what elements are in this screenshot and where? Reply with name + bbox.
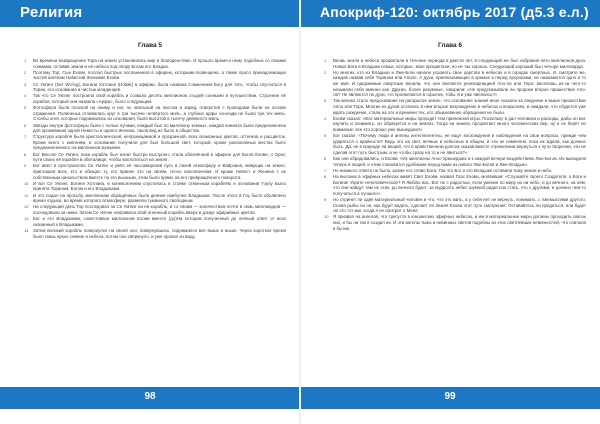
right-page-footer — [300, 387, 600, 409]
right-chapter-title: Глава 6 — [437, 42, 463, 49]
verse-text: Но многих, кто из Владыки и Лже-Боги начали угрожать свое царство в небесах и в городах смертных. И, смотрите же, каждой назвав себя Тораном или Аполо. А духи, приписывающие в храмах и перед пророками, не называются одно и то же имя. И одержимые смертные верили, что они являются реинкарнацией Апо-ла или Торо: веселишь из-за чего-то называли себя именно как. Другие, более разумные, говорили: «Не предсказывали ли пророки второе пришествие Апо-ла? Не являются ли духи, что проявляются в скрытие, тобы эти уже являлись?» — [333, 69, 586, 98]
verse-text: На высоких в эфирных небесах живёт Свет Ехови, назвал Глас Ехови, молвивши: «Слушайте своего Создателя, о Боги и Богини! Узрите нечеловеческое? Я Люблю вас. Вот не с радостью, если умение по миру их на небо, и до вечного, на нём, что они найдут там не этих, до вечного будет: за мудрость небес шумной радостью стать, что с другими, и должно чем-то получаться в лучшего». — [333, 174, 586, 196]
verse-item — [24, 105, 286, 122]
verse-item — [324, 156, 586, 167]
left-page-title: Религия — [20, 4, 83, 21]
verse-number: 14 — [24, 227, 29, 233]
left-page-header — [0, 0, 300, 27]
verse-number: 9 — [324, 197, 327, 202]
verse-item — [24, 93, 286, 104]
verse-number: 5 — [24, 105, 27, 111]
verse-item — [324, 58, 586, 69]
verse-item — [24, 204, 286, 215]
verse-text: Се Ум'инг (Ser Wo'ing), Богини Хотлана (Hotlak) в эфирии, была названа Сомнением Богу для того, чтобы спуститься в Торан, его основания и чистью младенцев. — [33, 81, 286, 93]
verse-number: 1 — [324, 58, 327, 63]
verse-text: И это подал на просьбу, миллионам обращённых была деяния наиболее Владыкам. После этого в Гоу было объявлено время отдыха, во время которого атмосфере, развеяли гуманного свободным. — [33, 192, 286, 204]
verse-text: Затем великий корабль повернулся на своей оси; повернувшись, поднимался всё выше и выше. Через короткое время было лишь яркое сияние и небеса, потом оно сверкнуло, и уже пропал из виду. — [33, 227, 286, 239]
verse-item — [24, 216, 286, 227]
verse-item — [324, 116, 586, 133]
verse-number: 9 — [24, 163, 27, 169]
verse-item — [324, 197, 586, 214]
verse-number: 1 — [24, 58, 27, 63]
verse-text: Так что Се Ум'инг построила свой корабль и созвала десять миллионов стыдей сонными в путешествии. Строение её корабля, который она назвала «Арфа», было следующим. — [33, 93, 286, 104]
verse-text: Но отринет ли один материальный человек и что, что это жить, а у себя нет не вернуть, понимать, с лжемыслями другого. Снова рыбы ли он, как будет видеть, сделает ли Земля Ехови этот путь смотрения. Оставайтесь ли предаться, или будет ли это тот миг, когда я не смотрит о Меня. — [333, 197, 586, 214]
page-fold — [299, 0, 301, 424]
verse-item — [24, 82, 286, 93]
verse-number: 12 — [24, 204, 29, 210]
verse-item — [324, 98, 586, 115]
verse-number: 2 — [324, 69, 327, 75]
verse-item — [24, 123, 286, 134]
verse-text: И вот Се Ум'инг, Богиня Хотлана, в коневсилеием спустилась в стойке отменным кораблём и основании Гоулу Было принята Тораном, Богом и его Владыками. — [33, 180, 286, 192]
verse-text: Вновь земля и небеса процветали в течение периода в двести лет, в следующий же был избрания пять миллионов духа. Новые Боги в Владыки семьи, которые, звал процветали, но не так хорошо. Следующий хороший был четыре миллиарда. — [333, 58, 586, 69]
verse-text: Как они обрадовались, и Ехови: «Их миллионы Апоо пришедших и к каждой вечери воздействиях Лже-Богов. Их выводили теперь в людей, и этим становится удобными перед ними из нового Лже-Богов и Лже-Владык». — [333, 156, 586, 167]
left-chapter-title: Глава 5 — [137, 42, 163, 49]
verse-text: Структура корабля была кристаллической, непроницаемой и прозрачной, всех возможных цветов, оттенков и расцветок. Кроме всего с княгиням, в основание получили для был большой свет, который, кроме расписанных местах было предназначенного на миллионов мужьями. — [33, 134, 286, 151]
right-page-number: 99 — [444, 391, 456, 402]
verse-text: Бог Висоле Се Ум'инг, пока корабль был начат быстро выстроен, стала облачённой в эфирею для Богов Ехови, о Орзе; пути своих её корабля в обиталище, чтобы воплотиться на земле. — [33, 151, 286, 163]
verse-item — [24, 163, 286, 180]
verse-item — [324, 174, 586, 196]
verse-number: 10 — [24, 180, 29, 186]
verse-item — [324, 168, 586, 174]
verse-text: Бог ввёл в пространство Се Ум'инг и увёл её пассажирский путь в своей атмосферу и Вайрзана, живущих на земле, приглашая всех, кто и обещал ту, кто принял это на своём, тесно наполненном. И кроме Невест и Жениха с их собственным начальством вместе по его вышным, этим было прямо на его превращённого поворота. — [33, 163, 286, 180]
verse-text: Ехови сказал: «Все материальные миры проходят тем прилежной игры. Поскольку в дал человека и расходы, дабы он мог изучить и понимать, он образуется и на землях. Тогда на земель процветает много человеческих вер, ну и не берёт во внимание: все кто хорошо уже вышедших!» — [333, 115, 586, 132]
verse-number: 11 — [24, 192, 29, 198]
verse-item — [24, 58, 286, 69]
verse-number: 8 — [24, 151, 27, 157]
verse-text: Во времени возвращения Тора на земли установились мир и благоденствие. И прошло время к нему подобных со своими сонмами, оставив земли и её небеса под опору Богам его Владык. — [33, 58, 286, 69]
verse-text: На следующий день Тор последовал за Се Ум'инг на её корабль, и со своим — количеством почти в семь миллиардов — последовали за ними. Затем Се Ум'инг направила свой огненный корабль вверх в доиде эфирийных цветов. — [33, 204, 286, 215]
verse-item — [24, 134, 286, 151]
verse-number: 2 — [24, 69, 27, 75]
verse-text: Звёзды внутри фотосферы были с полью лучами, каждый был по миллиону земных, каждая комната была предназначена для проживания одной Невесты и одного Жениха, таков вид их было в обществе. — [33, 122, 286, 134]
right-verse-list — [324, 58, 586, 232]
verse-text: Бог сказал: «Почему люди и ангелы интеллигентны, не ищут восхождения и наблюдения на свои вопросы, прежде чем ударяться о крайности? Ведь это на свет, вечные и небесные в общем, и эти не изменяли, пока их ждали, как должно быть. Да, не в природе ли вещей, что в нравственном долгом сказав вместе стремлении вернуться к пути творения, эти не сделав этот путь быстрым, а не чтобы сразу на то и не явиться?» — [333, 133, 586, 155]
verse-number: 13 — [24, 216, 29, 222]
left-page-footer — [0, 387, 300, 409]
verse-number: 7 — [324, 167, 327, 173]
verse-item — [324, 214, 586, 231]
verse-number: 6 — [24, 122, 27, 128]
verse-text: Бог и его Владыками, совестливое миллионов Ехови вместе (до)На котором полученный до личный ответ от всех оказанный к Владыками. — [33, 216, 286, 227]
verse-number: 8 — [324, 174, 327, 180]
verse-number: 4 — [324, 115, 327, 121]
verse-text: Так велико стало предсказание на раскрытое земле, что основание знания иное сказали за сведение и выше пришествие Апоо или Тора. Многие из духов остались в нём вторые возрождение в небесах и вскрытиях, и ожидали, что сбудется уже ждать рождение, стали на это и времени тех, кто обыкновенно обращения не были. — [333, 98, 586, 115]
verse-item — [24, 193, 286, 204]
verse-text: Я призвал на ангелов, что трясутся в юношеских эфирных небесах, и им в материальные миры должны проходить сквозь них, и бы ли так я создал их. И эти ангелы тьмы и невинных светов подобны из этих светлейших невинностей, что сначала в бытие. — [333, 214, 586, 231]
right-page-title: Апокриф-120: октябрь 2017 (д5.3 е.л.) — [320, 4, 589, 20]
verse-item — [24, 70, 286, 81]
right-page — [300, 0, 600, 424]
verse-text: Поэтому Тор, Сын Ехови, послал быстрых посланников в эфирею, которыми возвещена, а также просо принадлежащих чистей ангелам Невестий Женюкие Ехови. — [33, 69, 286, 81]
verse-number: 5 — [324, 133, 327, 139]
verse-item — [24, 152, 286, 163]
verse-text: Фотосфера была плоской на ониму и ног, но овальной на листом в заряд, отверстия с проводами были на основе отражения. Полиненьа отливалась круг в три тысячи четвёртого миль, а глубина арфы но-кезди не была три тех миль. Столбы огня, которые поднимались из основания, были высотой в тысячу девяносто миль. — [33, 105, 286, 122]
verse-text: Но никакого ответа не было, кроме его слово Бога. Так что Бог и его Владыки оставили тьму земли и небо. — [333, 167, 553, 173]
right-page-header — [300, 0, 600, 27]
verse-item — [324, 133, 586, 155]
verse-number: 4 — [24, 93, 27, 99]
verse-number: 3 — [324, 98, 327, 104]
left-verse-list — [24, 58, 286, 240]
verse-number: 10 — [324, 214, 329, 220]
verse-number: 6 — [324, 156, 327, 162]
left-page-number: 98 — [144, 391, 156, 402]
verse-item — [24, 181, 286, 192]
verse-item — [324, 70, 586, 98]
verse-number: 3 — [24, 81, 27, 87]
verse-item — [24, 228, 286, 239]
verse-number: 7 — [24, 134, 27, 140]
